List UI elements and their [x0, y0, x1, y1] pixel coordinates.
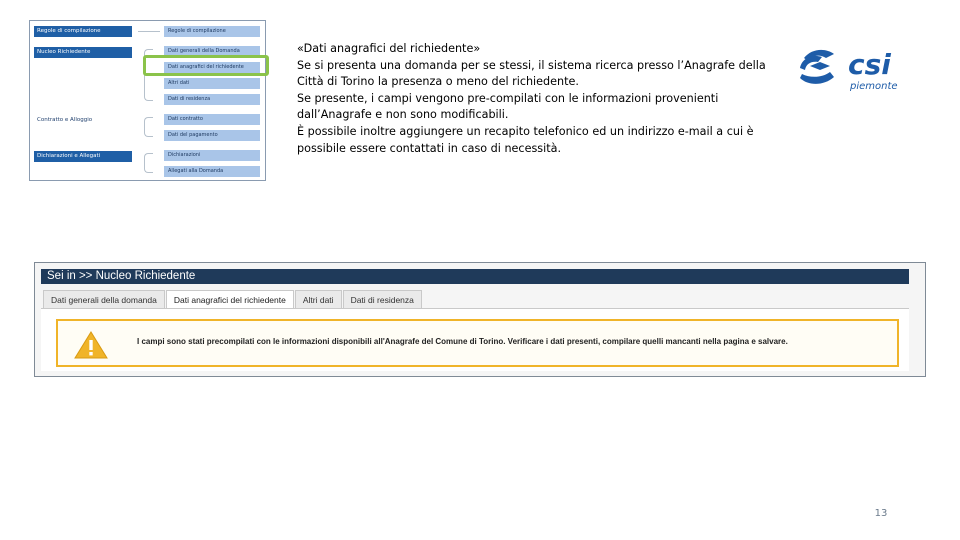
logo-brand-text: csi	[848, 48, 891, 81]
item-allegati-alla-domanda: Allegati alla Domanda	[164, 166, 260, 177]
alert-message: I campi sono stati precompilati con le informazioni disponibili all'Anagrafe del Comune di Torino. Verificare i dati presenti, compilare quelli mancanti nella pagina e salvare.	[137, 337, 788, 346]
item-regole-di-compilazione: Regole di compilazione	[164, 26, 260, 37]
csi-piemonte-logo	[796, 44, 906, 94]
description-line: Se presente, i campi vengono pre-compilati con le informazioni provenienti	[297, 91, 719, 105]
bracket-line	[144, 117, 153, 137]
section-contratto-e-alloggio: Contratto e Alloggio	[34, 116, 132, 124]
item-altri-dati: Altri dati	[164, 78, 260, 89]
connector-line	[138, 31, 160, 32]
bracket-line	[144, 153, 153, 173]
breadcrumb: Sei in >> Nucleo Richiedente	[41, 269, 909, 284]
logo-sub-text: piemonte	[850, 81, 898, 92]
page-number: 13	[874, 508, 888, 519]
description-text	[297, 41, 777, 157]
item-dichiarazioni: Dichiarazioni	[164, 150, 260, 161]
tab-bar	[43, 290, 423, 308]
description-line: Se si presenta una domanda per se stessi, il sistema ricerca presso l’Anagrafe della	[297, 58, 766, 72]
navigation-diagram	[29, 20, 266, 181]
description-title: «Dati anagrafici del richiedente»	[297, 42, 481, 55]
tab-content	[41, 308, 909, 371]
tab-altri-dati[interactable]: Altri dati	[295, 290, 342, 308]
section-regole-di-compilazione: Regole di compilazione	[34, 26, 132, 37]
item-dati-generali-domanda: Dati generali della Domanda	[164, 46, 260, 57]
tab-dati-generali-domanda[interactable]: Dati generali della domanda	[43, 290, 165, 308]
tab-dati-anagrafici-richiedente[interactable]: Dati anagrafici del richiedente	[166, 290, 294, 310]
item-dati-del-pagamento: Dati del pagamento	[164, 130, 260, 141]
warning-alert	[56, 319, 899, 367]
description-line: È possibile inoltre aggiungere un recapito telefonico ed un indirizzo e-mail a cui è	[297, 124, 754, 138]
description-line: possibile essere contattati in caso di necessità.	[297, 141, 562, 155]
item-dati-anagrafici-richiedente: Dati anagrafici del richiedente	[164, 62, 260, 73]
section-nucleo-richiedente: Nucleo Richiedente	[34, 47, 132, 58]
csi-swoosh-icon	[800, 50, 834, 84]
item-dati-di-residenza: Dati di residenza	[164, 94, 260, 105]
warning-icon	[74, 331, 108, 359]
description-line: Città di Torino la presenza o meno del richiedente.	[297, 75, 579, 89]
description-line: dall’Anagrafe e non sono modificabili.	[297, 108, 509, 122]
tab-dati-di-residenza[interactable]: Dati di residenza	[343, 290, 422, 308]
section-dichiarazioni-e-allegati: Dichiarazioni e Allegati	[34, 151, 132, 162]
highlight-box	[143, 55, 269, 76]
item-dati-contratto: Dati contratto	[164, 114, 260, 125]
nucleo-richiedente-panel	[34, 262, 926, 377]
